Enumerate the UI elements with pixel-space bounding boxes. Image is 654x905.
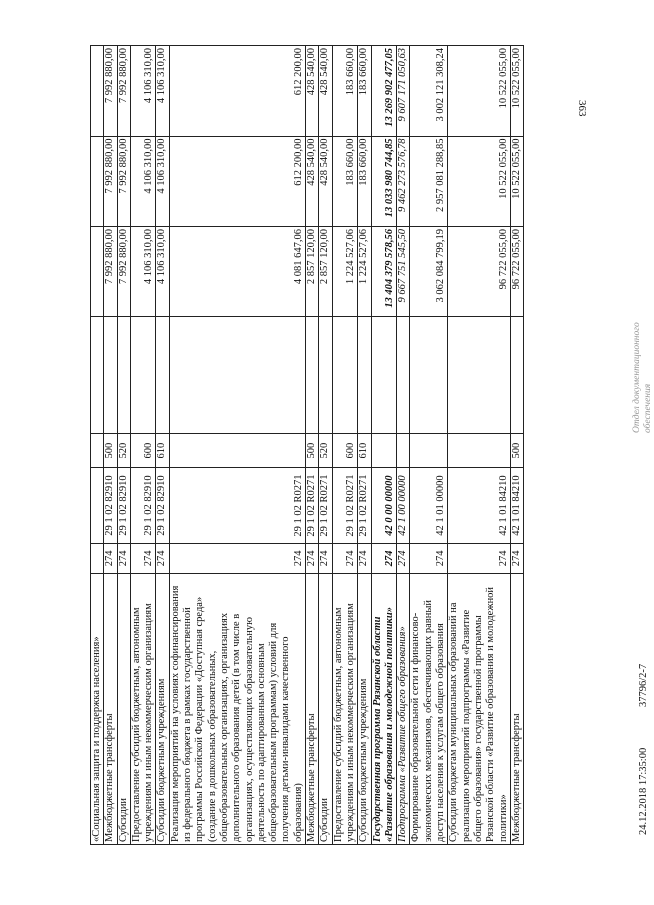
- row-amount-2021-cell: 10 522 055,00: [510, 46, 523, 137]
- row-empty-cell: [156, 317, 169, 434]
- row-amount-2020-cell: 183 660,00: [332, 136, 358, 226]
- page-number: 363: [576, 100, 588, 117]
- row-amount-2021-cell: 612 200,00: [169, 46, 305, 137]
- table-row: [510, 46, 523, 845]
- table-row: [130, 46, 156, 845]
- row-amount-2020-cell: 428 540,00: [319, 136, 332, 226]
- table-row: [397, 46, 410, 845]
- row-amount-2020-cell: 10 522 055,00: [448, 136, 510, 226]
- row-amount-2020-cell: 9 462 273 576,78: [397, 136, 410, 226]
- row-amount-2021-cell: 428 540,00: [306, 46, 319, 137]
- row-expense-type-cell: [91, 434, 104, 468]
- row-target-article-cell: 29 1 02 82910: [104, 467, 117, 543]
- row-empty-cell: [448, 317, 510, 434]
- row-expense-type-cell: [448, 434, 510, 468]
- row-amount-2019-cell: 7 992 880,00: [104, 227, 117, 317]
- footer-doc-code: 37796/2-7: [638, 663, 649, 707]
- row-target-article-cell: 29 1 02 82910: [130, 467, 156, 543]
- row-amount-2020-cell: 4 106 310,00: [130, 136, 156, 226]
- table-row: [306, 46, 319, 845]
- row-name-cell: Субсидии бюджетным учреждениям: [156, 573, 169, 844]
- row-amount-2021-cell: [91, 46, 104, 137]
- row-empty-cell: [319, 317, 332, 434]
- row-expense-type-cell: [397, 434, 410, 468]
- row-amount-2020-cell: 183 660,00: [358, 136, 371, 226]
- row-amount-2020-cell: 612 200,00: [169, 136, 305, 226]
- row-target-article-cell: 29 1 02 R0271: [358, 467, 371, 543]
- row-amount-2019-cell: 1 224 527,06: [332, 227, 358, 317]
- row-expense-type-cell: 520: [117, 434, 130, 468]
- row-name-cell: Подпрограмма «Развитие общего образования»: [397, 573, 410, 844]
- row-name-cell: Государственная программа Рязанской области «Развитие образования и молодежной политики»: [371, 573, 397, 844]
- row-name-cell: Субсидии: [117, 573, 130, 844]
- row-target-article-cell: 29 1 02 82910: [156, 467, 169, 543]
- table-row: [117, 46, 130, 845]
- table-row: [91, 46, 104, 845]
- row-amount-2020-cell: 13 033 980 744,85: [371, 136, 397, 226]
- row-expense-type-cell: [371, 434, 397, 468]
- row-amount-2021-cell: 13 269 902 477,05: [371, 46, 397, 137]
- row-amount-2020-cell: 10 522 055,00: [510, 136, 523, 226]
- row-amount-2021-cell: 10 522 055,00: [448, 46, 510, 137]
- row-gov-code-cell: 274: [117, 544, 130, 573]
- row-gov-code-cell: [91, 544, 104, 573]
- row-gov-code-cell: 274: [130, 544, 156, 573]
- row-target-article-cell: 29 1 02 82910: [117, 467, 130, 543]
- row-amount-2020-cell: 7 992 880,00: [117, 136, 130, 226]
- row-gov-code-cell: 274: [448, 544, 510, 573]
- row-gov-code-cell: 274: [306, 544, 319, 573]
- row-name-cell: Субсидии бюджетам муниципальных образований на реализацию мероприятий подпрограммы «Развитие общего образования» государственной программы Рязанской области «Развитие образования и молодежной политики»: [448, 573, 510, 844]
- row-target-article-cell: 29 1 02 R0271: [306, 467, 319, 543]
- row-amount-2020-cell: 4 106 310,00: [156, 136, 169, 226]
- row-gov-code-cell: 274: [319, 544, 332, 573]
- row-amount-2019-cell: 4 106 310,00: [130, 227, 156, 317]
- row-amount-2021-cell: 183 660,00: [358, 46, 371, 137]
- row-name-cell: Формирование образовательной сети и финансово-экономических механизмов, обеспечивающих равный доступ населения к услугам общего образования: [410, 573, 448, 844]
- row-amount-2019-cell: 1 224 527,06: [358, 227, 371, 317]
- row-expense-type-cell: 600: [332, 434, 358, 468]
- row-gov-code-cell: 274: [397, 544, 410, 573]
- row-gov-code-cell: 274: [169, 544, 305, 573]
- row-target-article-cell: 42 1 01 84210: [510, 467, 523, 543]
- row-expense-type-cell: [410, 434, 448, 468]
- row-target-article-cell: [91, 467, 104, 543]
- footer-stamp: [632, 322, 654, 433]
- row-amount-2021-cell: 4 106 310,00: [156, 46, 169, 137]
- row-gov-code-cell: 274: [371, 544, 397, 573]
- row-amount-2019-cell: 4 106 310,00: [156, 227, 169, 317]
- row-name-cell: Межбюджетные трансферты: [306, 573, 319, 844]
- row-target-article-cell: 42 1 01 00000: [410, 467, 448, 543]
- table-row: [332, 46, 358, 845]
- row-empty-cell: [371, 317, 397, 434]
- row-name-cell: Предоставление субсидий бюджетным, автономным учреждениям и иным некоммерческим организациям: [332, 573, 358, 844]
- row-amount-2020-cell: 428 540,00: [306, 136, 319, 226]
- row-gov-code-cell: 274: [104, 544, 117, 573]
- row-amount-2019-cell: 3 062 084 799,19: [410, 227, 448, 317]
- row-empty-cell: [397, 317, 410, 434]
- row-amount-2021-cell: 7 992 880,00: [104, 46, 117, 137]
- row-empty-cell: [117, 317, 130, 434]
- row-expense-type-cell: 500: [104, 434, 117, 468]
- row-empty-cell: [358, 317, 371, 434]
- row-amount-2021-cell: 9 607 171 050,63: [397, 46, 410, 137]
- stamp-line-1: Отдел документационного: [632, 322, 642, 433]
- row-amount-2021-cell: 183 660,00: [332, 46, 358, 137]
- table-row: [448, 46, 510, 845]
- row-expense-type-cell: 520: [319, 434, 332, 468]
- row-amount-2019-cell: 2 857 120,00: [319, 227, 332, 317]
- row-target-article-cell: 42 0 00 00000: [371, 467, 397, 543]
- footer-timestamp: 24.12.2018 17:35:00: [638, 747, 649, 835]
- row-amount-2021-cell: 3 002 121 308,24: [410, 46, 448, 137]
- row-target-article-cell: 29 1 02 R0271: [332, 467, 358, 543]
- row-empty-cell: [104, 317, 117, 434]
- row-expense-type-cell: 500: [510, 434, 523, 468]
- table-row: [358, 46, 371, 845]
- row-amount-2019-cell: [91, 227, 104, 317]
- budget-table: [90, 45, 524, 845]
- row-amount-2021-cell: 428 540,00: [319, 46, 332, 137]
- stamp-line-2: обеспечения: [643, 383, 653, 433]
- row-name-cell: «Социальная защита и поддержка населения»: [91, 573, 104, 844]
- row-amount-2019-cell: 13 404 379 578,56: [371, 227, 397, 317]
- row-empty-cell: [306, 317, 319, 434]
- row-amount-2019-cell: 2 857 120,00: [306, 227, 319, 317]
- row-expense-type-cell: 600: [130, 434, 156, 468]
- row-name-cell: Межбюджетные трансферты: [104, 573, 117, 844]
- row-amount-2021-cell: 4 106 310,00: [130, 46, 156, 137]
- row-expense-type-cell: 610: [358, 434, 371, 468]
- table-row: [410, 46, 448, 845]
- row-target-article-cell: 42 1 00 00000: [397, 467, 410, 543]
- row-amount-2021-cell: 7 992 880,00: [117, 46, 130, 137]
- row-amount-2019-cell: 96 722 055,00: [510, 227, 523, 317]
- row-gov-code-cell: 274: [358, 544, 371, 573]
- row-expense-type-cell: 500: [306, 434, 319, 468]
- table-row: [169, 46, 305, 845]
- row-target-article-cell: 42 1 01 84210: [448, 467, 510, 543]
- row-amount-2019-cell: 7 992 880,00: [117, 227, 130, 317]
- row-empty-cell: [169, 317, 305, 434]
- row-name-cell: Межбюджетные трансферты: [510, 573, 523, 844]
- row-expense-type-cell: 610: [156, 434, 169, 468]
- table-row: [319, 46, 332, 845]
- row-empty-cell: [510, 317, 523, 434]
- row-gov-code-cell: 274: [332, 544, 358, 573]
- rotated-page: [90, 45, 653, 845]
- row-expense-type-cell: [169, 434, 305, 468]
- row-target-article-cell: 29 1 02 R0271: [319, 467, 332, 543]
- table-row: [371, 46, 397, 845]
- row-amount-2019-cell: 96 722 055,00: [448, 227, 510, 317]
- row-amount-2019-cell: 4 081 647,06: [169, 227, 305, 317]
- row-name-cell: Предоставление субсидий бюджетным, автономным учреждениям и иным некоммерческим организациям: [130, 573, 156, 844]
- table-row: [156, 46, 169, 845]
- row-name-cell: Реализация мероприятий на условиях софинансирования из федерального бюджета в рамках государственной программы Российской Федерации «Доступная среда» (создание в дошкольных образовательных, общеобразовательных организациях, организациях дополнительного образования детей (в том числе в организациях, осуществляющих образовательную деятельность по адаптированным основным общеобразовательным программам) условий для получения детьми-инвалидами качественного образования): [169, 573, 305, 844]
- row-empty-cell: [130, 317, 156, 434]
- row-amount-2020-cell: [91, 136, 104, 226]
- row-name-cell: Субсидии: [319, 573, 332, 844]
- row-gov-code-cell: 274: [156, 544, 169, 573]
- row-target-article-cell: 29 1 02 R0271: [169, 467, 305, 543]
- row-gov-code-cell: 274: [410, 544, 448, 573]
- row-amount-2020-cell: 2 957 081 288,85: [410, 136, 448, 226]
- row-amount-2020-cell: 7 992 880,00: [104, 136, 117, 226]
- row-amount-2019-cell: 9 667 751 545,50: [397, 227, 410, 317]
- row-empty-cell: [332, 317, 358, 434]
- table-row: [104, 46, 117, 845]
- row-empty-cell: [91, 317, 104, 434]
- row-gov-code-cell: 274: [510, 544, 523, 573]
- row-empty-cell: [410, 317, 448, 434]
- budget-table-body: [91, 46, 524, 845]
- row-name-cell: Субсидии бюджетным учреждениям: [358, 573, 371, 844]
